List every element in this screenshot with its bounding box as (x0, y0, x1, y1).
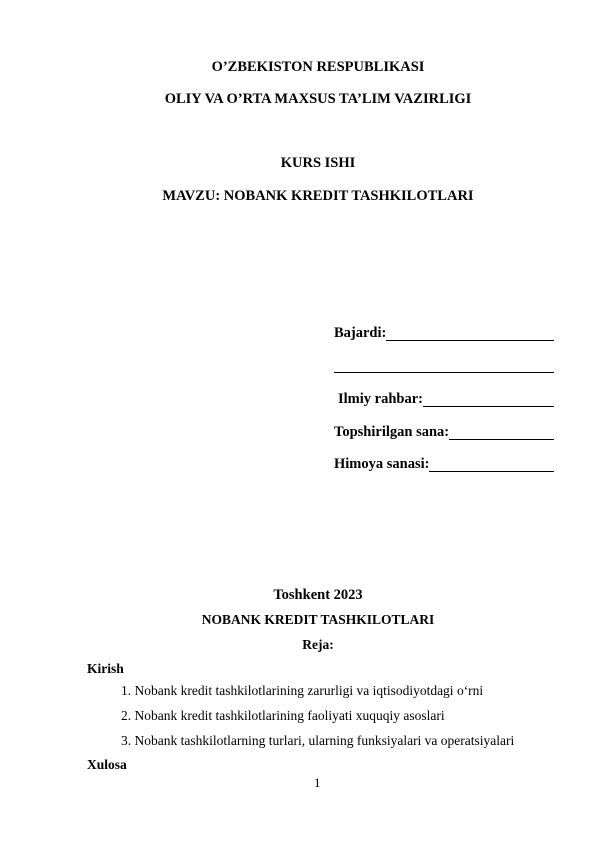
extra-signature-field (334, 358, 554, 374)
submitted-date-line (449, 426, 554, 440)
defense-date-label: Himoya sanasi: (334, 456, 430, 472)
republic-heading: O’ZBEKISTON RESPUBLIKASI (211, 59, 425, 75)
document-type: KURS ISHI (280, 155, 356, 171)
plan-heading: NOBANK KREDIT TASHKILOTLARI (201, 612, 435, 627)
defense-date-field (334, 456, 554, 473)
submitted-date-field (334, 424, 554, 441)
plan-item: 2. Nobank kredit tashkilotlarining faoliyati xuquqiy asoslari (121, 708, 445, 723)
ministry-heading: OLIY VA O’RTA MAXSUS TA’LIM VAZIRLIGI (164, 91, 472, 107)
topic-title: MAVZU: NOBANK KREDIT TASHKILOTLARI (162, 188, 474, 204)
performer-line (386, 327, 554, 341)
supervisor-line (423, 393, 554, 407)
performer-field (334, 325, 554, 342)
extra-signature-line (334, 359, 554, 373)
plan-subheading: Reja: (302, 637, 334, 652)
supervisor-field (338, 391, 554, 408)
plan-item: 3. Nobank tashkilotlarning turlari, ularning funksiyalari va operatsiyalari (121, 733, 515, 748)
page-number: 1 (314, 775, 321, 790)
performer-label: Bajardi: (334, 325, 387, 341)
conclusion-label: Xulosa (87, 757, 127, 772)
city-year: Toshkent 2023 (273, 587, 363, 603)
intro-label: Kirish (87, 661, 124, 676)
supervisor-label: Ilmiy rahbar: (338, 391, 423, 407)
submitted-date-label: Topshirilgan sana: (334, 424, 450, 440)
plan-item: 1. Nobank kredit tashkilotlarining zarurligi va iqtisodiyotdagi o‘rni (121, 683, 484, 698)
defense-date-line (429, 458, 554, 472)
